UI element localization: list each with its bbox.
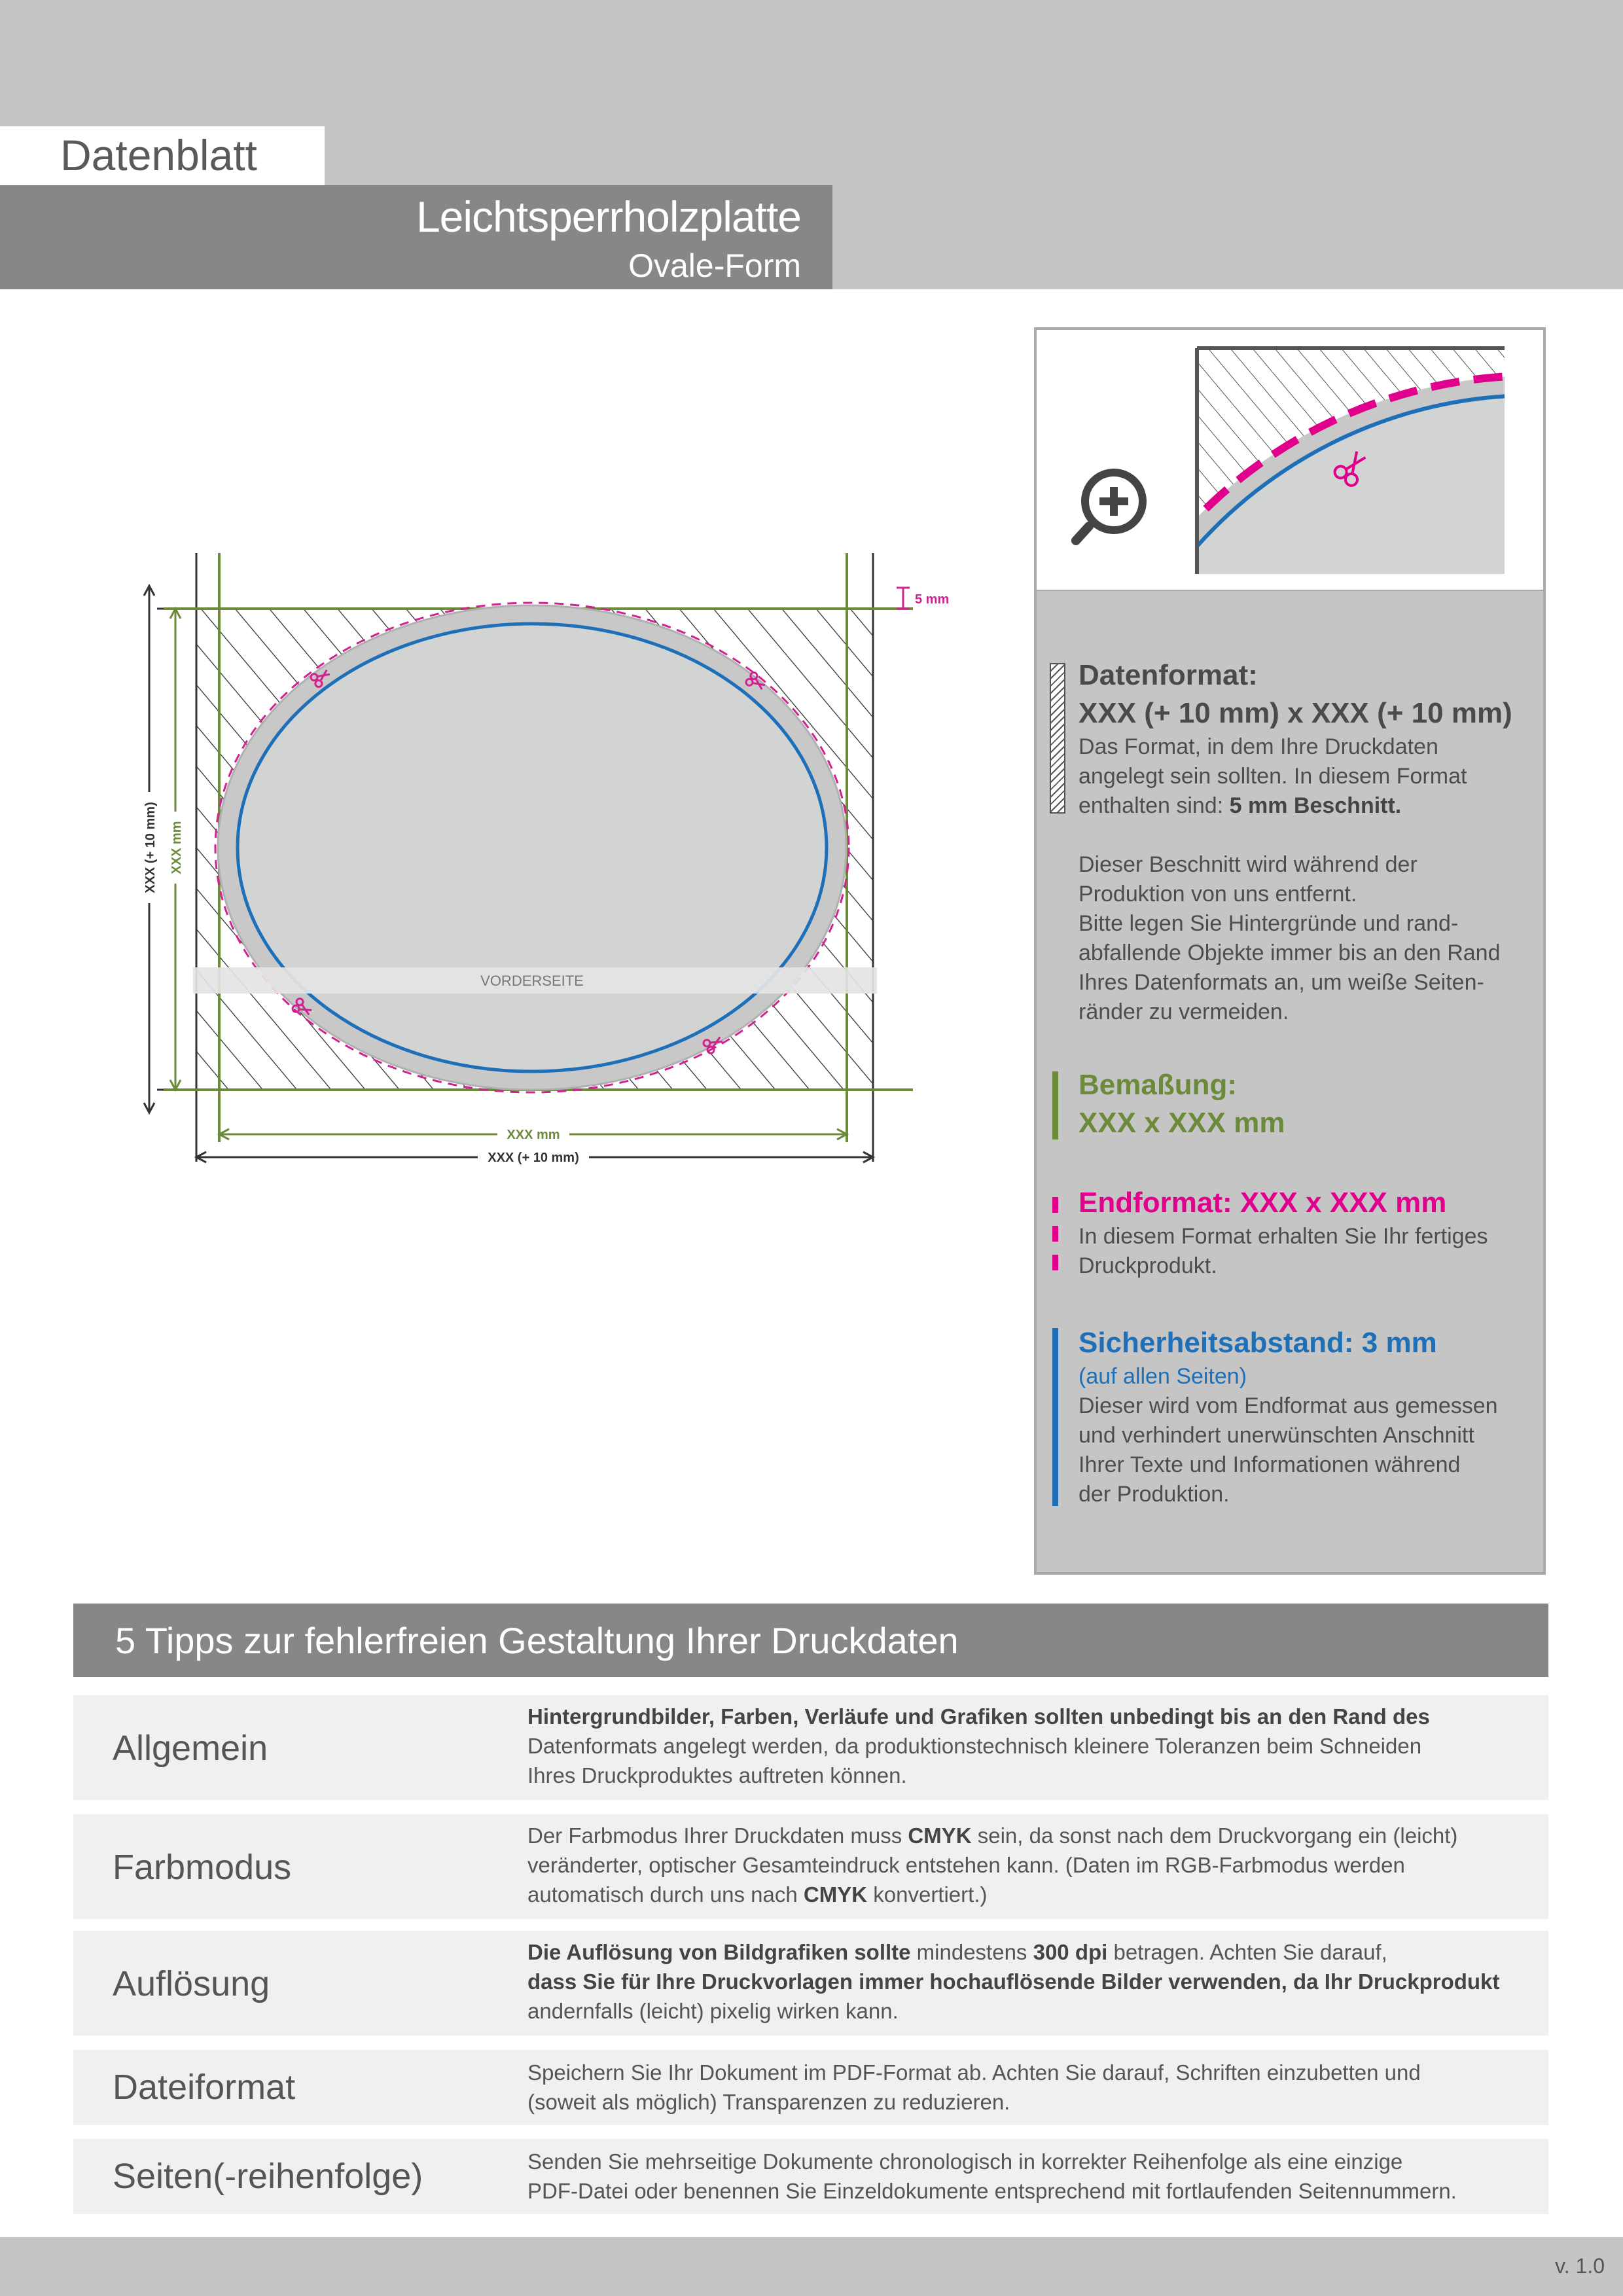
width-data-label: XXX (+ 10 mm) [488,1151,579,1165]
tip-line: (soweit als möglich) Transparenzen zu reduzieren. [527,2090,1010,2114]
zoom-in-icon [1076,473,1143,541]
tip-aufloesung [73,1931,1548,2036]
bemassung-title: Bemaßung: [1079,1069,1237,1101]
tip-line: dass Sie für Ihre Druckvorlagen immer hochauflösende Bilder verwenden, da Ihr Druckprodukt [527,1969,1500,1994]
tip-line-part: Der Farbmodus Ihrer Druckdaten muss [527,1823,908,1848]
version-label: v. 1.0 [1555,2254,1605,2278]
endformat-title: Endformat: XXX x XXX mm [1079,1187,1447,1219]
tip-label: Auflösung [113,1964,270,2003]
endformat-bar [1052,1197,1058,1270]
height-data-label: XXX (+ 10 mm) [143,802,158,893]
tip-line: veränderter, optischer Gesamteindruck entstehen kann. (Daten im RGB-Farbmodus werden [527,1853,1405,1877]
safety-line [238,624,827,1071]
bleed-note: Dieser Beschnitt wird während der [1079,852,1418,877]
tip-line-part: mindestens [910,1940,1033,1964]
oval-format-diagram [111,543,955,1172]
bleed-label: 5 mm [915,592,950,607]
bleed-note: Ihres Datenformats an, um weiße Seiten- [1079,970,1484,995]
tip-line [527,1880,1529,1909]
width-final-label: XXX mm [507,1128,560,1142]
bleed-hatch-swatch [1050,663,1065,814]
bemassung-bar [1052,1071,1058,1139]
product-box [0,185,832,289]
tip-label: Farbmodus [113,1848,292,1887]
tip-label: Allgemein [113,1729,268,1768]
tip-line: PDF-Datei oder benennen Sie Einzeldokumente entsprechend mit fortlaufenden Seitennummern. [527,2179,1457,2203]
tip-line-part: Die Auflösung von Bildgrafiken sollte [527,1940,911,1964]
datenformat-text [1079,791,1530,821]
bleed-note: abfallende Objekte immer bis an den Rand [1079,941,1501,965]
tip-line-part: betragen. Achten Sie darauf, [1107,1940,1387,1964]
sicherheit-text: der Produktion. [1079,1482,1230,1507]
product-form: Ovale-Form [628,247,801,284]
datenformat-text: Das Format, in dem Ihre Druckdaten [1079,734,1438,759]
zoom-detail-graphic [1037,330,1543,590]
height-final-label: XXX mm [169,821,184,874]
tip-line-part: konvertiert.) [867,1882,988,1907]
tips-header [73,1604,1548,1677]
doc-title-box [0,126,325,185]
tip-line: Ihres Druckproduktes auftreten können. [527,1763,907,1787]
sicherheit-text: Ihrer Texte und Informationen während [1079,1452,1461,1477]
doc-title: Datenblatt [60,131,257,179]
tip-line: andernfalls (leicht) pixelig wirken kann. [527,1999,899,2023]
sicherheit-title: Sicherheitsabstand: 3 mm [1079,1327,1437,1359]
tips-title: 5 Tipps zur fehlerfreien Gestaltung Ihrer Druckdaten [115,1620,959,1661]
tip-allgemein [73,1695,1548,1800]
bleed-note: Bitte legen Sie Hintergründe und rand- [1079,911,1459,936]
sicherheit-text: Dieser wird vom Endformat aus gemessen [1079,1393,1498,1418]
tip-line: Datenformats angelegt werden, da produktionstechnisch kleinere Toleranzen beim Schneiden [527,1734,1422,1758]
sicherheit-text: und verhindert unerwünschten Anschnitt [1079,1423,1474,1448]
bemassung-block [1079,1066,1530,1142]
datenformat-text: angelegt sein sollten. In diesem Format [1079,764,1467,789]
info-panel [1034,591,1546,1575]
tip-farbmodus [73,1814,1548,1919]
dpi-emphasis: 300 dpi [1033,1940,1108,1964]
bemassung-size: XXX x XXX mm [1079,1107,1285,1139]
tip-line [527,1937,1529,1967]
bleed-emphasis: 5 mm Beschnitt. [1229,793,1402,818]
datenformat-size: XXX (+ 10 mm) x XXX (+ 10 mm) [1079,697,1512,729]
tip-seiten [73,2139,1548,2214]
sicherheit-block [1079,1324,1530,1509]
bleed-note: ränder zu vermeiden. [1079,999,1289,1024]
cmyk-emphasis: CMYK [908,1823,972,1848]
bleed-note: Produktion von uns entfernt. [1079,882,1357,906]
datenformat-title: Datenformat: [1079,659,1258,691]
tip-text [527,1821,1529,1909]
sicherheit-bar [1052,1328,1058,1506]
tip-line-part: automatisch durch uns nach [527,1882,804,1907]
front-label: VORDERSEITE [480,973,584,989]
tip-line: Senden Sie mehrseitige Dokumente chronologisch in korrekter Reihenfolge als eine einzige [527,2149,1403,2174]
product-name: Leichtsperrholzplatte [416,192,801,241]
tip-text [527,1937,1529,2026]
tip-text [527,2058,1529,2117]
tip-line-part: sein, da sonst nach dem Druckvorgang ein (leicht) [971,1823,1458,1848]
tip-label: Seiten(-reihenfolge) [113,2157,423,2196]
tip-line: Speichern Sie Ihr Dokument im PDF-Format ab. Achten Sie darauf, Schriften einzubetten und [527,2060,1421,2085]
tip-text [527,2147,1529,2206]
datenformat-block [1079,656,1530,1027]
tip-line: Hintergrundbilder, Farben, Verläufe und Grafiken sollten unbedingt bis an den Rand des [527,1704,1430,1729]
datenformat-text-part: enthalten sind: [1079,793,1230,818]
endformat-block [1079,1184,1530,1281]
footer-band [0,2237,1623,2296]
cmyk-emphasis: CMYK [803,1882,868,1907]
endformat-text: In diesem Format erhalten Sie Ihr fertiges [1079,1224,1488,1249]
tip-dateiformat [73,2050,1548,2125]
tip-text [527,1702,1529,1790]
tip-line [527,1821,1529,1850]
zoom-detail-panel [1034,327,1546,592]
endformat-text: Druckprodukt. [1079,1253,1217,1278]
tip-label: Dateiformat [113,2068,296,2107]
sicherheit-sub: (auf allen Seiten) [1079,1364,1247,1389]
